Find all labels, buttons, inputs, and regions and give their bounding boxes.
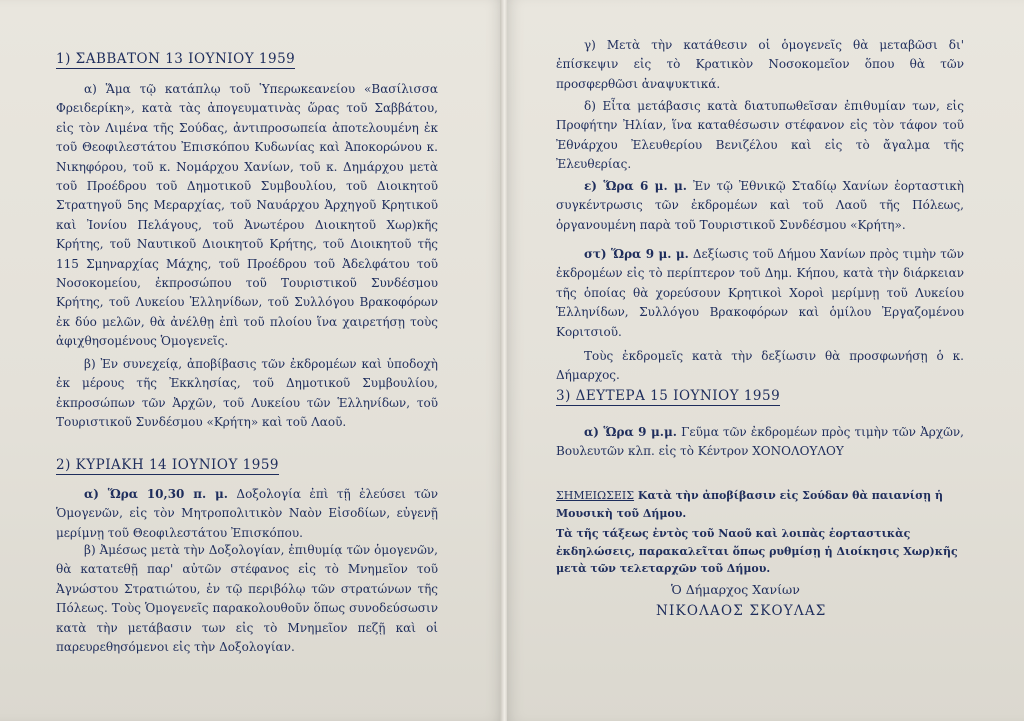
- paragraph-2a-text: Δοξολογία ἐπὶ τῇ ἐλεύσει τῶν Ὁμογενῶν, εἰς τὸν Μητροπολιτικὸν Ναὸν Εἰσοδίων, εὐγενῇ μερίμνῃ τοῦ Θεοφιλεστάτου Ἐπισκόπου.: [56, 487, 438, 540]
- left-page: [0, 0, 503, 721]
- notes-label: ΣΗΜΕΙΩΣΕΙΣ: [556, 489, 635, 502]
- paragraph-2c: γ) Μετὰ τὴν κατάθεσιν οἱ ὁμογενεῖς θὰ μεταβῶσι δι' ἐπίσκεψιν εἰς τὸ Κρατικὸν Νοσοκομεῖον ὅπου θὰ τῶν προσφερθῶσι ἀναψυκτικά.: [556, 38, 964, 91]
- signature-name: ΝΙΚΟΛΑΟΣ ΣΚΟΥΛΑΣ: [656, 603, 827, 619]
- paragraph-2e: [556, 177, 964, 235]
- paragraph-2b: β) Ἀμέσως μετὰ τὴν Δοξολογίαν, ἐπιθυμίᾳ τῶν ὁμογενῶν, θὰ κατατεθῇ παρ' αὐτῶν στέφανος εἰς τὸ Μνημεῖον τοῦ Ἀγνώστου Στρατιώτου, ἐν τῷ περιβόλῳ τῶν στρατώνων τῆς Πόλεως. Τοὺς Ὁμογενεῖς παρακολουθοῦν ὅπως συνοδεύσωσιν κατὰ τὴν μετάβασιν των εἰς τὸ Μνημεῖον πεζῇ καὶ οἱ παρευρεθησόμενοι εἰς τὴν Δοξολογίαν.: [56, 543, 438, 655]
- section-title-1: 1) ΣΑΒΒΑΤΟΝ 13 ΙΟΥΝΙΟΥ 1959: [56, 51, 296, 67]
- section-title-2: 2) ΚΥΡΙΑΚΗ 14 ΙΟΥΝΙΟΥ 1959: [56, 457, 280, 473]
- paragraph-2g: Τοὺς ἐκδρομεῖς κατὰ τὴν δεξίωσιν θὰ προσφωνήσῃ ὁ κ. Δήμαρχος.: [556, 349, 964, 383]
- paragraph-2e-text: Ἐν τῷ Ἐθνικῷ Σταδίῳ Χανίων ἑορταστικὴ συγκέντρωσις τῶν ἐκδρομέων καὶ τοῦ Λαοῦ τῆς Πόλεως, ὀργανουμένη παρὰ τοῦ Τουριστικοῦ Συνδέσμου «Κρήτη».: [556, 179, 964, 232]
- time-label-2f: στ) Ὥρα 9 μ. μ.: [584, 247, 689, 261]
- time-label-3a: α) Ὥρα 9 μ.μ.: [584, 425, 677, 439]
- time-label-2e: ε) Ὥρα 6 μ. μ.: [584, 179, 687, 193]
- paragraph-3a: [556, 423, 964, 462]
- section-title-3: 3) ΔΕΥΤΕΡΑ 15 ΙΟΥΝΙΟΥ 1959: [556, 388, 781, 404]
- paragraph-2f: [556, 245, 964, 342]
- paragraph-2d: δ) Εἶτα μετάβασις κατὰ διατυπωθεῖσαν ἐπιθυμίαν των, εἰς Προφήτην Ἠλίαν, ἵνα καταθέσωσιν στέφανον εἰς τὸν τάφον τοῦ Ἐθνάρχου Ἐλευθερίου Βενιζέλου καὶ εἰς τὸ ἄγαλμα τῆς Ἐλευθερίας.: [556, 99, 964, 172]
- paragraph-1b: β) Ἐν συνεχείᾳ, ἀποβίβασις τῶν ἐκδρομέων καὶ ὑποδοχὴ ἐκ μέρους τῆς Ἐκκλησίας, τοῦ Δημοτικοῦ Συμβουλίου, ἐκπροσώπων τῶν Ἀρχῶν, τοῦ Λυκείου τῶν Ἑλληνίδων, τοῦ Τουριστικοῦ Συνδέσμου «Κρήτη» καὶ τοῦ Λαοῦ.: [56, 357, 438, 430]
- notes-2: Τὰ τῆς τάξεως ἐντὸς τοῦ Ναοῦ καὶ λοιπὰς ἑορταστικὰς ἐκδηλώσεις, παρακαλεῖται ὅπως ρυθμίσῃ ἡ Διοίκησις Χωρ)κῆς μετὰ τῶν τελεταρχῶν τοῦ Δήμου.: [556, 527, 958, 575]
- notes-1-text: Κατὰ τὴν ἀποβίβασιν εἰς Σούδαν θὰ παιανίσῃ ἡ Μουσικὴ τοῦ Δήμου.: [556, 489, 944, 520]
- paragraph-2f-text: Δεξίωσις τοῦ Δήμου Χανίων πρὸς τιμὴν τῶν ἐκδρομέων εἰς τὸ περίπτερον τοῦ Δημ. Κήπου, κατὰ τὴν διάρκειαν τῆς ὁποίας θὰ χορεύσουν Κρητικοὶ Χοροὶ μερίμνῃ τοῦ Λυκείου Ἑλληνίδων, Συλλόγου Βρακοφόρων καὶ ὁμίλου Ἐργαζομένου Κοριτσιοῦ.: [556, 247, 964, 339]
- signature-title: Ὁ Δήμαρχος Χανίων: [671, 582, 800, 597]
- paragraph-1a: α) Ἅμα τῷ κατάπλῳ τοῦ Ὑπερωκεανείου «Βασίλισσα Φρειδερίκη», κατὰ τὰς ἀπογευματινὰς ὥρας τοῦ Σαββάτου, εἰς τὸν Λιμένα τῆς Σούδας, ἀντιπροσωπεία ἀποτελουμένη ἐκ τοῦ Θεοφιλεστάτου Ἐπισκόπου Κυδωνίας καὶ Ἀποκορώνου κ. Νικηφόρου, τοῦ κ. Νομάρχου Χανίων, τοῦ κ. Δημάρχου μετὰ τοῦ Προέδρου τοῦ Δημοτικοῦ Συμβουλίου, τοῦ Διοικητοῦ Στρατηγοῦ 5ης Μεραρχίας, τοῦ Ναυάρχου Ἀρχηγοῦ Κρητικοῦ καὶ Ἰονίου Πελάγους, τοῦ Ἀνωτέρου Διοικητοῦ Χωρ)κῆς Κρήτης, τοῦ Ναυτικοῦ Διοικητοῦ Κρήτης, τοῦ Διοικητοῦ τῆς 115 Σμηναρχίας Μάχης, τοῦ Προέδρου τοῦ Ἀδελφάτου τοῦ Νοσοκομείου, ἐκπροσώπου τοῦ Τουριστικοῦ Συνδέσμου Κρήτης, τοῦ Λυκείου Ἑλληνίδων, τοῦ Συλλόγου Βρακοφόρων ἐκ δύο μελῶν, θὰ ἀνέλθῃ ἐπὶ τοῦ πλοίου ἵνα χαιρετήσῃ τοὺς ἀφιχθησομένους Ὁμογενεῖς.: [56, 82, 438, 349]
- paragraph-2a: [56, 485, 438, 543]
- notes-1: [556, 487, 964, 522]
- paragraph-3a-text: Γεῦμα τῶν ἐκδρομέων πρὸς τιμὴν τῶν Ἀρχῶν, Βουλευτῶν κλπ. εἰς τὸ Κέντρον ΧΟΝΟΛΟΥΛΟΥ: [556, 425, 964, 459]
- time-label-2a: α) Ὥρα 10,30 π. μ.: [84, 487, 228, 501]
- right-page: [507, 0, 1024, 721]
